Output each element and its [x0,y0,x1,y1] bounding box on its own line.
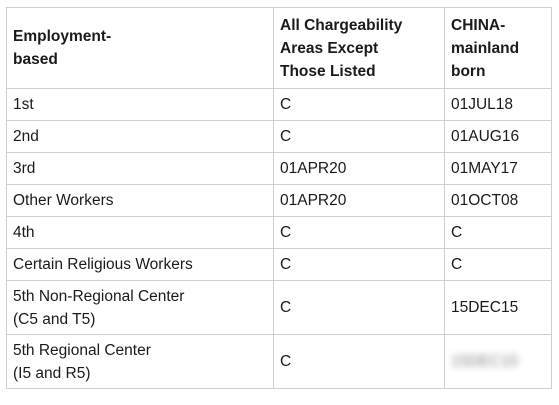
header-line: based [13,51,58,68]
header-line: CHINA- [451,16,506,34]
china-cell: 01MAY17 [445,153,552,185]
table-row [7,249,552,281]
header-line: Areas Except [280,39,379,57]
header-employment-based [7,8,274,89]
table-row [7,89,552,121]
table-row [7,121,552,153]
all-chargeability-cell: C [274,335,445,389]
header-line: born [451,62,486,80]
china-cell: 01AUG16 [445,121,552,153]
china-cell: C [445,217,552,249]
category-cell [7,281,274,335]
category-cell: 1st [7,89,274,121]
china-cell: C [445,249,552,281]
all-chargeability-cell: C [274,217,445,249]
china-cell: 01JUL18 [445,89,552,121]
category-line: 5th Regional Center [13,341,151,359]
all-chargeability-cell: C [274,89,445,121]
header-china-mainland [445,8,552,89]
table-row [7,153,552,185]
table-row [7,217,552,249]
all-chargeability-cell: C [274,281,445,335]
category-line: (C5 and T5) [13,310,96,328]
china-cell: 01OCT08 [445,185,552,217]
china-cell: 15DEC15 [445,281,552,335]
china-cell [445,335,552,389]
category-cell: 4th [7,217,274,249]
table-row [7,281,552,335]
header-line: Employment- [13,28,112,45]
all-chargeability-cell: 01APR20 [274,153,445,185]
all-chargeability-cell: C [274,249,445,281]
category-line: (I5 and R5) [13,364,91,382]
category-line: 5th Non-Regional Center [13,287,185,305]
table-header-row [7,8,552,89]
table-row [7,335,552,389]
category-cell: Certain Religious Workers [7,249,274,281]
all-chargeability-cell: 01APR20 [274,185,445,217]
china-cell-obscured-value: 15DEC15 [451,353,519,370]
category-cell [7,335,274,389]
header-line: mainland [451,39,520,57]
visa-bulletin-table [6,7,552,389]
table-row [7,185,552,217]
header-line: Those Listed [280,62,376,80]
category-cell: 2nd [7,121,274,153]
category-cell: Other Workers [7,185,274,217]
category-cell: 3rd [7,153,274,185]
header-line: All Chargeability [280,16,403,34]
all-chargeability-cell: C [274,121,445,153]
header-all-chargeability [274,8,445,89]
